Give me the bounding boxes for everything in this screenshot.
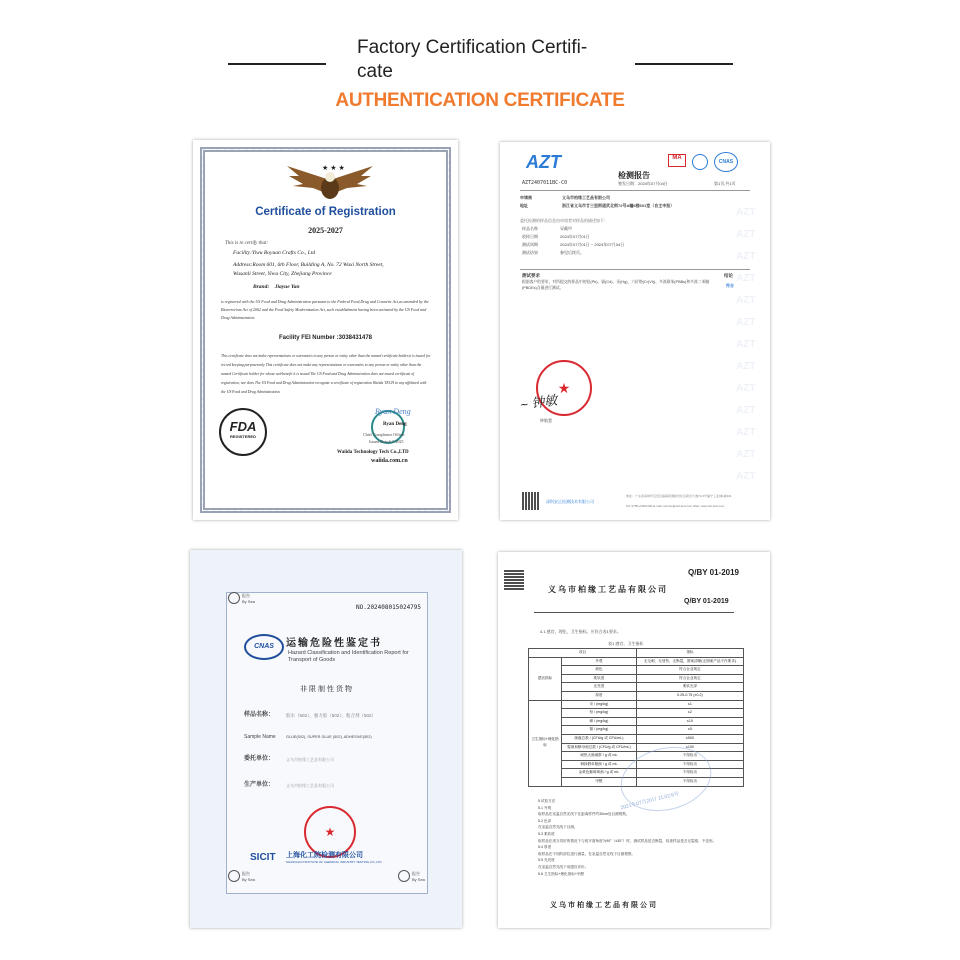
method-line: 5 试验方法 xyxy=(538,799,556,803)
conclusion-label: 结论 xyxy=(724,273,733,278)
table-cell-item: 柔软度 xyxy=(562,674,637,683)
issuer-website: waiida.com.cn xyxy=(371,458,408,464)
table-header-item: 项目 xyxy=(529,649,637,658)
table-row xyxy=(529,674,744,683)
watermark-date: 2021年07月20日 11:02:6号 xyxy=(620,790,680,812)
seal-top-left-icon xyxy=(228,592,240,604)
table-cell-item: 铅 / (mg/kg) xyxy=(562,709,637,718)
svg-text:★ ★ ★: ★ ★ ★ xyxy=(322,165,345,172)
report-number: NO.202408015024795 xyxy=(356,604,422,611)
producer-label: 生产单位： xyxy=(244,782,275,788)
enterprise-standard-card[interactable] xyxy=(498,552,770,928)
report-issue-date: 签发日期：2024年07月04日 xyxy=(618,181,668,186)
fda-logo-text: FDA xyxy=(229,419,257,434)
client-label: 委托单位： xyxy=(244,756,275,762)
table-cell-value: ≤5 xyxy=(636,726,743,735)
table-row xyxy=(529,666,744,675)
table-cell-item: 颜色 xyxy=(562,666,637,675)
sample-info-key: 测试周期 xyxy=(522,242,538,247)
sample-info-value: 穿戴甲 xyxy=(560,226,572,231)
issue-date: Issued Date:6-5-2025 xyxy=(369,439,404,444)
method-line: 取样品在适当弯折的情况下与底平面角度为90°（±30°）时，测试样品是否断裂，检查样品是否无裂痕、不变形。 xyxy=(538,838,717,843)
qr-code-icon xyxy=(522,492,540,510)
table-cell-value: ≤500 xyxy=(636,734,743,743)
address-line: Address:Room 601, 6th Floor, Building A, No. 72 Wuxi North Street, xyxy=(233,262,384,268)
table-cell-item: 甲醛 xyxy=(562,777,637,786)
method-line: 5.3 柔软度 xyxy=(538,831,555,836)
section-heading: 4.1 感官、理化、卫生指标、应符合表1要求。 xyxy=(540,629,621,634)
table-cell-value: ≤10 xyxy=(636,717,743,726)
report-number: AZT2407011BC-C0 xyxy=(522,180,568,186)
table-row xyxy=(529,691,744,700)
seal-bottom-left-text: 报告 xyxy=(242,871,250,876)
table-cell-value: 柔软光泽 xyxy=(636,683,743,692)
test-seal-stamp: ★ xyxy=(536,360,592,416)
table-cell-value: 不得检出 xyxy=(636,752,743,761)
report-rule xyxy=(520,190,750,191)
method-line: 取样品在室温自然光线下在距离样件约30cm处目测观察。 xyxy=(538,812,630,817)
method-line: 5.1 外观 xyxy=(538,805,552,810)
registered-text: is registered with the US Food and Drug Administration pursuant to the Federal Food,Drug and Cosmetic Act,as amended by the Bioterrorism Act of 2002 and the Food Safety Modernization Act, such establishment having been activated by the US Food and Drug Administration. xyxy=(221,299,429,320)
sample-name-value: 胶水（502）、强力胶（502）、粘合剂（502） xyxy=(286,713,377,718)
sample-info-key: 收样日期 xyxy=(522,234,538,239)
sicit-logo: SICIT xyxy=(250,852,276,863)
sample-info-key: 样品名称 xyxy=(522,226,538,231)
table-cell-value: 不得检出 xyxy=(636,760,743,769)
sample-info-row xyxy=(522,226,572,232)
goods-category: 非限制性货物 xyxy=(300,686,354,693)
table-row xyxy=(529,717,744,726)
table-cell-item: 金黄色葡萄球菌 / g 或 mL xyxy=(562,769,637,778)
sample-info-value: 2024年07月01日 xyxy=(560,234,590,239)
sample-info-row xyxy=(522,250,584,256)
method-line: 5.5 光亮度 xyxy=(538,858,555,863)
table-cell-value: 不得检出 xyxy=(636,769,743,778)
report-title: 检测报告 xyxy=(618,171,650,180)
seal-bottom-right-text: 报告 xyxy=(412,871,420,876)
sample-info-key: 测试结果 xyxy=(522,250,538,255)
signer-name: Ryan Deng xyxy=(383,422,407,427)
signer-name: 钟敏慧 xyxy=(540,418,552,423)
table-cell-value: 不得检出 xyxy=(636,777,743,786)
applicant-value: 义乌市柏缘工艺品有限公司 xyxy=(562,195,610,200)
fei-number: Facility FEI Number :3038431478 xyxy=(278,335,373,341)
requirement-text: 根据客户的要求，对所提交的样品中的铅(Pb)、镉(Cd)、汞(Hg)、六价铬(Cr(VI))、多溴联苯(PBBs)和多溴二苯醚(PBDEs)含量进行测试。 xyxy=(522,280,710,290)
footer-address: 地址：广东省深圳市宝安区福海街道新田社区新田大道71-5号福宁工业城1楼101 xyxy=(626,494,732,498)
method-line: 5.2 色泽 xyxy=(538,818,552,823)
table-row xyxy=(529,726,744,735)
table-cell-value: 0.25-0.75 (±0.2) xyxy=(636,691,743,700)
address-label: 地址 xyxy=(520,203,528,208)
table-cell-item: 菌落总数 / (CFU/g 或 CFU/mL) xyxy=(562,734,637,743)
requirement-label: 测试要求 xyxy=(522,273,540,278)
header-rule-right xyxy=(635,63,733,65)
report-page: 第1页,共1页 xyxy=(714,181,736,186)
sample-info-row xyxy=(522,242,624,248)
table-row xyxy=(529,734,744,743)
sample-name-label: 样品名称： xyxy=(244,712,275,718)
table-cell-item: 耐热大肠菌群 / g 或 mL xyxy=(562,752,637,761)
sample-intro: 委托检测的样品信息由申请者对样品的描述如下： xyxy=(520,218,608,223)
disclaimer-text: This certificate does not make representations or warranties to any person or entity other than the named certificate holder,it is issued for record keeping purposesonly This certificate does not make any representations or warranties to any person or entity other than the named Certificate holder for whose solebenefit it is issued.The US Food and Drug Administration does not issued certificate of registration, nor does The US Food and Drug Administration recognize a certificate of registration Waiida TECH to any affiliated with the US Food and Drug Administration. xyxy=(221,354,431,394)
table-cell-value: 符合企业规定 xyxy=(636,674,743,683)
table-cell-item: 镉 / (mg/kg) xyxy=(562,726,637,735)
client-value: 义乌市柏缘工艺品有限公司 xyxy=(286,757,334,762)
eagle-emblem-icon xyxy=(285,162,375,202)
report-title-en: Hazard Classification and Identification Report for Transport of Goods xyxy=(288,650,409,663)
facility-line: Facility:Yiwu Boyuan Crafts Co., Ltd xyxy=(233,250,316,256)
institute-name-cn: 上海化工院检测有限公司 xyxy=(286,852,363,859)
footer-contact: Tel: 0755-23301190 E-mail: service@azt-test.com Web: www.azt-test.com xyxy=(626,504,725,508)
azt-watermark: AZT AZT AZT AZT AZT AZT AZT AZT AZT AZT AZT AZT AZT xyxy=(736,207,756,482)
ma-badge-icon: MA xyxy=(668,154,686,167)
azt-test-report-card[interactable] xyxy=(500,142,770,520)
table-cell-item: 铜绿假单胞菌 / g 或 mL xyxy=(562,760,637,769)
applicant-label: 申请商 xyxy=(520,195,532,200)
sample-info-row xyxy=(522,234,590,240)
address-value: 浙江省义乌市廿三里街道武北街72号A幢6楼601室（自主申报） xyxy=(562,203,675,208)
seal-bottom-right-sub: By Sea xyxy=(412,877,425,882)
table-cell-value: ≤2 xyxy=(636,709,743,718)
sample-name-en-value: GLUE(502), SUPER GLUE (502), ADHESIVE(502) xyxy=(286,735,372,739)
azt-logo: AZT xyxy=(526,152,561,172)
page-title: Factory Certification Certifi- cate xyxy=(357,37,588,82)
signer-title: Chief Compliance Officer xyxy=(363,432,405,437)
fda-logo-sub: REGISTERED xyxy=(229,434,256,439)
report-title-cn: 运输危险性鉴定书 xyxy=(286,638,382,649)
institute-seal-stamp: ★ xyxy=(304,806,356,858)
issuer-company: Waiida Technology Tech Co.,LTD xyxy=(337,450,409,455)
seal-top-left-sub: By Sea xyxy=(242,599,255,604)
table-row xyxy=(529,743,744,752)
method-line: 5.4 厚度 xyxy=(538,845,552,850)
table-group-cell: 感官指标 xyxy=(529,657,562,700)
institute-name-en: SHANGHAI INSTITUTE OF CHEMICAL INDUSTRY TESTING CO.,LTD. xyxy=(286,860,383,864)
table-group-cell: 卫生指标+理化指标 xyxy=(529,700,562,786)
table-header-value: 指标 xyxy=(636,649,743,658)
standard-code: Q/BY 01-2019 xyxy=(684,598,729,605)
certify-line: This is to certify that: xyxy=(225,241,269,246)
table-cell-item: 外观 xyxy=(562,657,637,666)
footer-company: 深圳安正检测技术有限公司 xyxy=(546,499,594,504)
seal-top-left-text: 报告 xyxy=(242,593,250,598)
fda-certificate-card[interactable] xyxy=(193,140,458,520)
table-row xyxy=(529,709,744,718)
requirement-rule xyxy=(520,269,750,270)
page-subtitle: AUTHENTICATION CERTIFICATE xyxy=(335,90,625,111)
standard-company-footer: 义乌市柏缘工艺品有限公司 xyxy=(550,902,658,909)
header-rule-left xyxy=(228,63,326,65)
method-line: 取样品在不同的部位进行测量，在室温自然光线下目测观察。 xyxy=(538,851,636,856)
table-cell-item: 光亮度 xyxy=(562,683,637,692)
qr-code-icon xyxy=(504,570,524,590)
method-line: 5.6 卫生指标+理化指标+甲醛 xyxy=(538,871,585,876)
producer-value: 义乌市柏缘工艺品有限公司 xyxy=(286,783,334,788)
table-cell-item: 厚度 xyxy=(562,691,637,700)
cnas-badge-icon: CNAS xyxy=(714,152,738,172)
table-cell-value: ≤1 xyxy=(636,700,743,709)
table-caption: 表1 感官、卫生指标 xyxy=(608,641,644,646)
table-cell-value: 符合企业规定 xyxy=(636,666,743,675)
sample-info-value: 2024年07月01日 ~ 2024年07月04日 xyxy=(560,242,625,247)
fda-logo xyxy=(219,408,267,456)
certificate-title: Certificate of Registration xyxy=(255,206,396,218)
method-line: 在室温自然光线下用感官评价。 xyxy=(538,864,589,869)
standard-code-top: Q/BY 01-2019 xyxy=(688,568,739,577)
address-line-2: Wusanli Street, Yiwu City, Zhejiang Province xyxy=(233,271,332,277)
table-row xyxy=(529,700,744,709)
brand-line: Brand: Jiayue Yan xyxy=(253,284,300,290)
table-row xyxy=(529,657,744,666)
test-methods-list xyxy=(538,798,717,877)
standard-company: 义乌市柏缘工艺品有限公司 xyxy=(548,585,668,594)
cnas-logo: CNAS xyxy=(244,634,284,660)
table-row xyxy=(529,683,744,692)
seal-bottom-left-sub: By Sea xyxy=(242,877,255,882)
sample-info-value: 参见后续页。 xyxy=(560,250,584,255)
sample-name-en-label: Sample Name xyxy=(244,734,276,740)
seal-bottom-right-icon xyxy=(398,870,410,882)
table-cell-item: 砷 / (mg/kg) xyxy=(562,717,637,726)
method-line: 在室温自然光线下目测。 xyxy=(538,825,578,830)
conclusion-value: 符合 xyxy=(726,283,734,288)
table-cell-item: 霉菌和酵母菌总数 / (CFU/g 或 CFU/mL) xyxy=(562,743,637,752)
certificate-years: 2025-2027 xyxy=(308,226,343,235)
table-cell-value: ≤100 xyxy=(636,743,743,752)
signature-script: Ryan Deng xyxy=(375,407,411,416)
certificate-body xyxy=(205,152,446,508)
ilac-badge-icon xyxy=(692,154,708,170)
standard-rule xyxy=(534,612,734,613)
hazard-report-card[interactable] xyxy=(190,550,462,928)
signature-script: ~ 钟敏 xyxy=(519,392,559,413)
table-cell-value: 无毛刺、无划伤、无断裂，图案清晰(无图案产品不作要求) xyxy=(636,657,743,666)
table-cell-item: 汞 / (mg/kg) xyxy=(562,700,637,709)
seal-bottom-left-icon xyxy=(228,870,240,882)
